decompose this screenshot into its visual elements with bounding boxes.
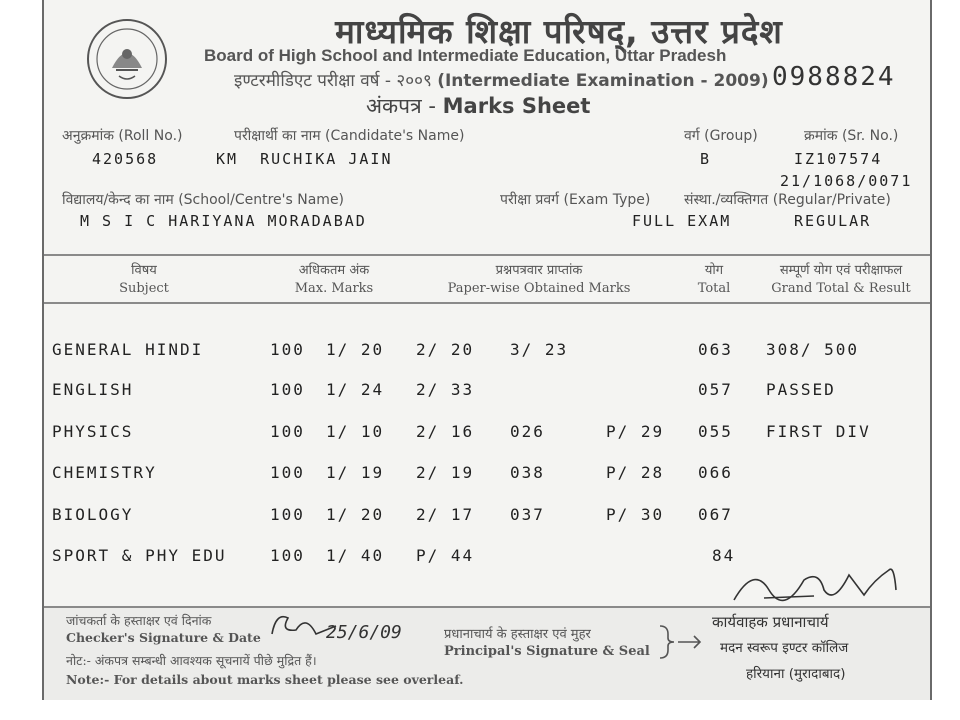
row-result: PASSED [766,380,836,399]
row-subject: ENGLISH [52,380,134,399]
checker-date: 25/6/09 [326,622,402,643]
row-practical: P/ 28 [606,463,665,482]
school-label: विद्यालय/केन्द का नाम (School/Centre's Name) [62,192,345,208]
row-subject: BIOLOGY [52,505,134,524]
seal-line-3: हरियाना (मुरादाबाद) [746,666,846,682]
header-total-english: Total [697,281,731,296]
board-title-hindi: माध्यमिक शिक्षा परिषद्, उत्तर प्रदेश [335,12,783,51]
sr-no-label: क्रमांक (Sr. No.) [804,128,899,144]
header-grand-total-hindi: सम्पूर्ण योग एवं परीक्षाफल [779,263,903,278]
exam-line [234,68,769,91]
row-paper3: 026 [510,422,545,441]
row-paper1: 1/ 20 [326,340,385,359]
row-result: 308/ 500 [766,340,860,359]
header-total-hindi: योग [704,263,724,278]
row-paper2: 2/ 33 [416,380,475,399]
group-label: वर्ग (Group) [684,128,758,144]
checker-label-english: Checker's Signature & Date [66,630,261,645]
regular-private-value: REGULAR [794,212,872,230]
board-title-english: Board of High School and Intermediate Education, Uttar Pradesh [204,46,727,65]
sr-no-value-2: 21/1068/0071 [780,172,913,190]
seal-line-2: मदन स्वरूप इण्टर कॉलिज [720,640,849,656]
header-subject [84,262,204,298]
header-subject-hindi: विषय [131,263,157,278]
regular-private-label: संस्था./व्यक्तिगत (Regular/Private) [684,192,891,208]
principal-signature-icon [724,560,904,610]
sr-no-value: IZ107574 [794,150,883,168]
note-hindi: नोट:- अंकपत्र सम्बन्धी आवश्यक सूचनायें पीछे मुद्रित हैं। [66,653,317,668]
roll-no-value: 420568 [92,150,159,168]
header-grand-total-english: Grand Total & Result [771,281,911,296]
seal-line-1: कार्यवाहक प्रधानाचार्य [712,613,829,631]
header-subject-english: Subject [119,281,169,296]
school-value: M S I C HARIYANA MORADABAD [80,212,367,230]
sheet-title-english: Marks Sheet [442,94,591,118]
row-max: 100 [270,380,305,399]
serial-number: 0988824 [772,62,896,92]
table-header-rule [44,302,930,304]
principal-label-english: Principal's Signature & Seal [444,644,650,659]
row-paper1: 1/ 24 [326,380,385,399]
table-top-rule [44,254,930,256]
candidate-name-value: KM RUCHIKA JAIN [216,150,393,168]
header-grand-total [756,262,926,298]
header-max-marks [274,262,394,298]
brace-arrow-icon [656,622,706,662]
row-result: FIRST DIV [766,422,871,441]
row-paper2: P/ 44 [416,546,475,565]
exam-year-hindi: इण्टरमीडिएट परीक्षा वर्ष - २००९ [234,71,432,91]
row-paper2: 2/ 19 [416,463,475,482]
row-paper1: 1/ 19 [326,463,385,482]
header-paperwise [424,262,654,298]
exam-year-english: (Intermediate Examination - 2009) [437,71,769,91]
principal-label-hindi: प्रधानाचार्य के हस्ताक्षर एवं मुहर [444,627,591,642]
row-paper2: 2/ 20 [416,340,475,359]
row-max: 100 [270,422,305,441]
row-paper2: 2/ 16 [416,422,475,441]
row-paper1: 1/ 40 [326,546,385,565]
row-max: 100 [270,340,305,359]
sheet-title-hindi: अंकपत्र - [366,94,436,118]
row-total: 066 [698,463,733,482]
row-total: 055 [698,422,733,441]
row-practical: P/ 29 [606,422,665,441]
row-subject: PHYSICS [52,422,134,441]
row-paper3: 038 [510,463,545,482]
roll-no-label: अनुक्रमांक (Roll No.) [62,128,183,144]
marks-sheet [42,0,932,700]
row-total: 063 [698,340,733,359]
header-paperwise-english: Paper-wise Obtained Marks [447,281,631,296]
row-paper3: 037 [510,505,545,524]
header-total [684,262,744,298]
row-subject: SPORT & PHY EDU [52,546,227,565]
row-total: 067 [698,505,733,524]
group-value: B [700,150,712,168]
row-max: 100 [270,546,305,565]
row-paper1: 1/ 20 [326,505,385,524]
exam-type-value: FULL EXAM [632,212,732,230]
row-max: 100 [270,463,305,482]
row-max: 100 [270,505,305,524]
checker-label-hindi: जांचकर्ता के हस्ताक्षर एवं दिनांक [66,613,212,628]
header-max-marks-english: Max. Marks [294,281,374,296]
row-subject: CHEMISTRY [52,463,157,482]
row-total: 057 [698,380,733,399]
row-subject: GENERAL HINDI [52,340,204,359]
header-paperwise-hindi: प्रश्नपत्रवार प्राप्तांक [495,263,583,278]
row-total: 84 [712,546,736,565]
row-practical: P/ 30 [606,505,665,524]
note-english: Note:- For details about marks sheet please see overleaf. [66,672,464,687]
row-paper3: 3/ 23 [510,340,569,359]
header-max-marks-hindi: अधिकतम अंक [298,263,370,278]
exam-type-label: परीक्षा प्रवर्ग (Exam Type) [500,192,651,208]
row-paper2: 2/ 17 [416,505,475,524]
row-paper1: 1/ 10 [326,422,385,441]
sheet-title [366,92,590,120]
candidate-name-label: परीक्षार्थी का नाम (Candidate's Name) [234,128,465,144]
up-board-emblem-icon [86,18,168,100]
